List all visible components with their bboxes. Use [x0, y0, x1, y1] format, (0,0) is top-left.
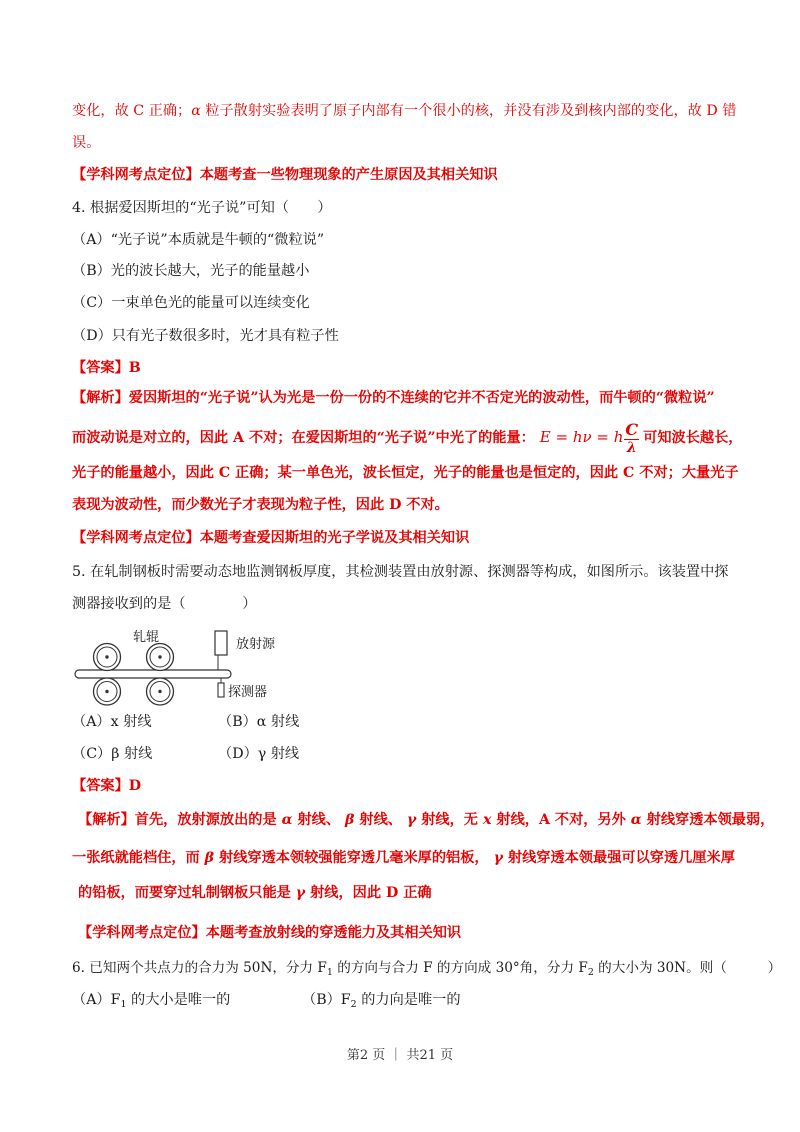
gamma-symbol: γ	[406, 812, 417, 828]
roller-bottom-right	[147, 678, 174, 705]
q4-analysis-line-3: 光子的能量越小，因此 C 正确；某一单色光，波长恒定，光子的能量也是恒定的，因此 C 不对；大量光子	[72, 465, 739, 481]
q5-analysis-text: 射线，A 不对，另外	[496, 812, 626, 828]
q5-analysis-line-3	[78, 884, 432, 902]
q5-analysis-line-2	[72, 849, 735, 867]
gamma-symbol: γ	[493, 850, 503, 866]
subscript: 1	[120, 999, 127, 1010]
q4-kaodian: 【学科网考点定位】本题考查爱因斯坦的光子学说及其相关知识	[72, 530, 470, 546]
q5-analysis-text: 【解析】首先，放射源放出的是	[78, 812, 277, 828]
fraction-numerator: C	[625, 419, 639, 439]
option-text: （B）F	[302, 992, 351, 1008]
gamma-symbol: γ	[295, 885, 306, 901]
q5-analysis-text: 射线穿透本领较强能穿透几毫米厚的铝板，	[219, 850, 489, 866]
q6-stem-text: 的方向与合力 F 的方向成 30°角，分力 F	[332, 960, 588, 976]
subscript: 2	[587, 967, 594, 978]
q4-answer: 【答案】B	[72, 360, 141, 376]
q5-kaodian: 【学科网考点定位】本题考查放射线的穿透能力及其相关知识	[78, 925, 462, 941]
q5-option-d: （D）γ 射线	[218, 746, 300, 762]
q5-option-a: （A）x 射线	[72, 714, 152, 730]
intro-text: 变化，故 C 正确；	[72, 103, 192, 119]
steel-plate	[75, 670, 231, 678]
intro-text: 粒子散射实验表明了原子内部有一个很小的核，并没有涉及到核内部的变化，故 D 错	[200, 103, 737, 119]
q5-stem-line-2: 测器接收到的是（ ）	[72, 596, 257, 612]
q5-answer: 【答案】D	[72, 778, 142, 794]
intro-kaodian: 【学科网考点定位】本题考查一些物理现象的产生原因及其相关知识	[72, 167, 498, 183]
q5-option-b: （B）α 射线	[218, 714, 300, 730]
q6-option-b	[302, 991, 461, 1009]
q4-option-c: （C）一束单色光的能量可以连续变化	[72, 295, 310, 311]
intro-line-2: 误。	[72, 135, 101, 151]
alpha-symbol: α	[630, 812, 642, 828]
intro-line-1	[72, 102, 736, 120]
option-text: （A）F	[72, 992, 121, 1008]
q5-analysis-text: 射线穿透本领最强可以穿透几厘米厚	[507, 850, 735, 866]
rolling-mill-figure	[72, 620, 284, 710]
fraction-denominator: λ	[626, 439, 637, 456]
detector-label: 探测器	[228, 685, 268, 700]
q4-option-a: （A）“光子说”本质就是牛顿的“微粒说”	[72, 232, 325, 248]
q5-analysis-text: 射线穿透本领最弱，	[646, 812, 775, 828]
q6-option-a	[72, 991, 230, 1009]
q4-analysis-line-4: 表现为波动性，而少数光子才表现为粒子性，因此 D 不对。	[72, 497, 449, 513]
page-footer: 第2 页 ｜ 共21 页	[346, 1048, 454, 1063]
q5-option-c: （C）β 射线	[72, 746, 153, 762]
q4-analysis-line-2	[72, 421, 742, 455]
q6-stem	[72, 959, 781, 977]
q5-analysis-text: 一张纸就能档住，而	[72, 850, 200, 866]
q5-analysis-text: 射线，无	[421, 812, 478, 828]
q6-stem-text: 的大小为 30N。则（ ）	[593, 960, 782, 976]
q4-option-b: （B）光的波长越大，光子的能量越小	[72, 263, 310, 279]
subscript: 1	[326, 967, 333, 978]
radiation-source	[215, 631, 227, 655]
q4-stem: 4. 根据爱因斯坦的“光子说”可知（ ）	[72, 200, 332, 216]
q6-stem-text: 6. 已知两个共点力的合力为 50N，分力 F	[72, 960, 327, 976]
q4-option-d: （D）只有光子数很多时，光才具有粒子性	[72, 328, 339, 344]
q5-analysis-text: 射线，因此 D 正确	[310, 885, 432, 901]
detector	[218, 683, 224, 697]
q5-analysis-text: 射线、	[359, 812, 402, 828]
roller-label: 轧辊	[133, 630, 160, 645]
beta-symbol: β	[345, 812, 355, 828]
q5-stem-line-1: 5. 在轧制钢板时需要动态地监测钢板厚度，其检测装置由放射源、探测器等构成，如图所示。该装置中探	[72, 564, 729, 580]
subscript: 2	[350, 999, 357, 1010]
x-symbol: x	[482, 812, 492, 828]
beta-symbol: β	[204, 850, 215, 866]
q5-analysis-line-1	[78, 811, 774, 829]
q5-analysis-text: 射线、	[297, 812, 341, 828]
option-text: 的大小是唯一的	[126, 992, 231, 1008]
roller-top-right	[147, 644, 174, 671]
q4-analysis-line-1: 【解析】爱因斯坦的“光子说”认为光是一份一份的不连续的它并不否定光的波动性，而牛顿的“微粒说”	[72, 390, 715, 406]
alpha-symbol: α	[281, 812, 293, 828]
q4-analysis-text: 可知波长越长，	[643, 430, 743, 446]
option-text: 的力向是唯一的	[356, 992, 461, 1008]
roller-bottom-left	[94, 678, 121, 705]
alpha-symbol: α	[191, 103, 201, 119]
q5-analysis-text: 的铅板，而要穿过轧制钢板只能是	[78, 885, 291, 901]
q4-analysis-text: 而波动说是对立的，因此 A 不对；在爱因斯坦的“光子说”中光了的能量：	[72, 430, 535, 446]
roller-top-left	[94, 644, 121, 671]
source-label: 放射源	[236, 637, 276, 652]
formula-fraction	[624, 419, 639, 456]
energy-formula: E = hν = h	[539, 428, 624, 446]
